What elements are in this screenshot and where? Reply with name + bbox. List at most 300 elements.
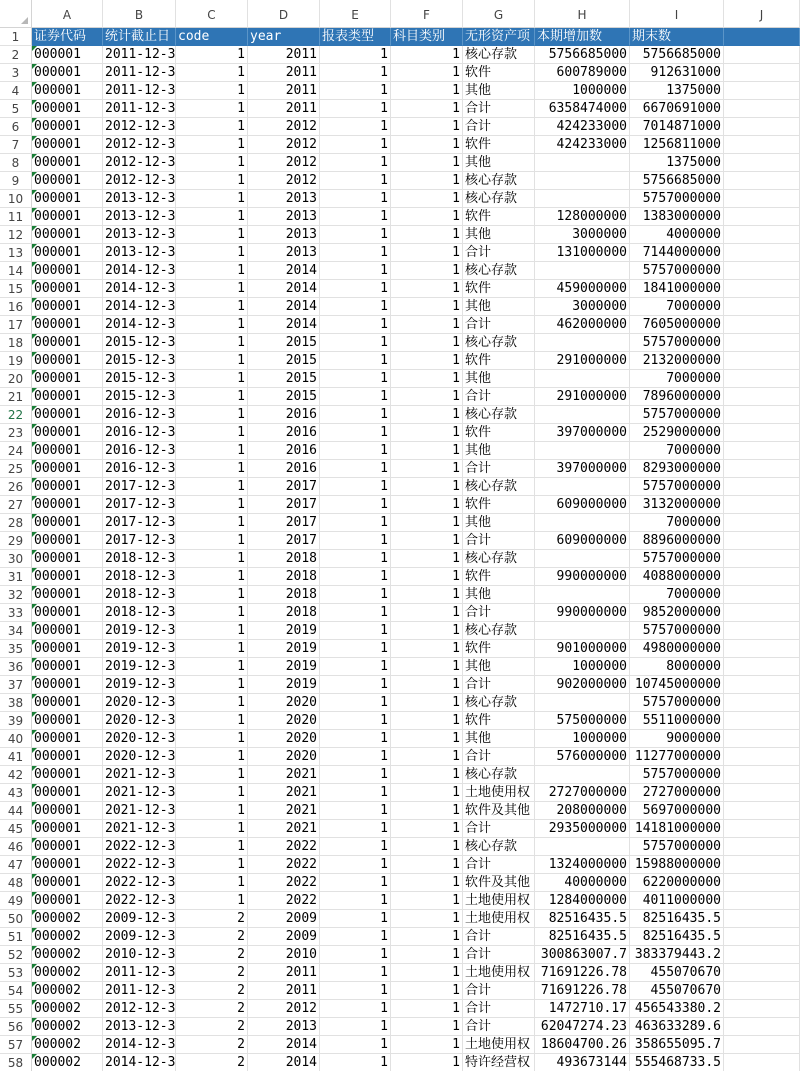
cell[interactable]: 1 [176, 118, 248, 136]
cell[interactable]: 1 [176, 388, 248, 406]
cell[interactable]: 000002 [32, 1036, 103, 1054]
cell[interactable]: 1 [391, 532, 463, 550]
cell[interactable]: 1 [176, 172, 248, 190]
cell[interactable]: 1 [391, 190, 463, 208]
cell[interactable]: 000001 [32, 262, 103, 280]
cell[interactable]: 2015 [248, 370, 320, 388]
column-header-f[interactable]: F [391, 0, 463, 28]
cell[interactable]: 000002 [32, 964, 103, 982]
row-header[interactable]: 28 [0, 514, 32, 532]
cell[interactable]: 其他 [463, 226, 535, 244]
cell[interactable] [724, 514, 800, 532]
cell[interactable]: 2014 [248, 1036, 320, 1054]
row-header[interactable]: 42 [0, 766, 32, 784]
header-cell[interactable]: 证券代码 [32, 28, 103, 46]
cell[interactable]: 397000000 [535, 424, 630, 442]
row-header[interactable]: 7 [0, 136, 32, 154]
cell[interactable]: 5511000000 [630, 712, 724, 730]
cell[interactable]: 000002 [32, 1054, 103, 1071]
cell[interactable]: 8000000 [630, 658, 724, 676]
cell[interactable]: 7605000000 [630, 316, 724, 334]
cell[interactable]: 5757000000 [630, 406, 724, 424]
cell[interactable]: 1 [391, 388, 463, 406]
cell[interactable]: 1 [391, 784, 463, 802]
row-header[interactable]: 23 [0, 424, 32, 442]
cell[interactable]: 核心存款 [463, 838, 535, 856]
cell[interactable]: 82516435.5 [535, 910, 630, 928]
cell[interactable]: 2014 [248, 280, 320, 298]
cell[interactable]: 5757000000 [630, 622, 724, 640]
cell[interactable]: 000001 [32, 100, 103, 118]
cell[interactable] [724, 856, 800, 874]
cell[interactable]: 核心存款 [463, 406, 535, 424]
cell[interactable]: 455070670 [630, 964, 724, 982]
cell[interactable]: 000001 [32, 856, 103, 874]
cell[interactable]: 核心存款 [463, 694, 535, 712]
cell[interactable]: 456543380.2 [630, 1000, 724, 1018]
cell[interactable] [724, 712, 800, 730]
header-cell[interactable]: 无形资产项 [463, 28, 535, 46]
cell[interactable]: 000001 [32, 712, 103, 730]
cell[interactable]: 2016-12-3 [105, 443, 176, 458]
row-header[interactable]: 18 [0, 334, 32, 352]
cell[interactable]: 1 [176, 856, 248, 874]
cell[interactable] [724, 388, 800, 406]
cell[interactable]: 1 [391, 586, 463, 604]
cell[interactable]: 2013-12-3 [105, 191, 176, 206]
cell[interactable] [724, 460, 800, 478]
cell[interactable]: 2013 [248, 208, 320, 226]
cell[interactable]: 1 [176, 676, 248, 694]
cell[interactable] [724, 946, 800, 964]
cell[interactable]: 2019 [248, 622, 320, 640]
cell[interactable]: 1 [320, 1054, 391, 1071]
cell[interactable]: 7000000 [630, 586, 724, 604]
cell[interactable] [724, 424, 800, 442]
cell[interactable]: 14181000000 [630, 820, 724, 838]
cell[interactable]: 1 [320, 1036, 391, 1054]
cell[interactable]: 2015 [248, 334, 320, 352]
cell[interactable]: 6220000000 [630, 874, 724, 892]
cell[interactable]: 2018 [248, 568, 320, 586]
cell[interactable]: 3000000 [535, 298, 630, 316]
cell[interactable]: 1 [176, 658, 248, 676]
row-header[interactable]: 24 [0, 442, 32, 460]
cell[interactable] [535, 766, 630, 784]
cell[interactable]: 609000000 [535, 532, 630, 550]
cell[interactable]: 1 [320, 946, 391, 964]
cell[interactable]: 2021-12-3 [105, 767, 176, 782]
row-header[interactable]: 5 [0, 100, 32, 118]
cell[interactable]: 2020 [248, 694, 320, 712]
cell[interactable]: 1 [320, 820, 391, 838]
column-header-a[interactable]: A [32, 0, 103, 28]
cell[interactable]: 1 [320, 640, 391, 658]
cell[interactable]: 1 [391, 352, 463, 370]
cell[interactable]: 000002 [32, 982, 103, 1000]
cell[interactable]: 2 [176, 964, 248, 982]
cell[interactable]: 2022 [248, 874, 320, 892]
row-header[interactable]: 10 [0, 190, 32, 208]
cell[interactable] [724, 442, 800, 460]
cell[interactable]: 1 [176, 550, 248, 568]
cell[interactable]: 9852000000 [630, 604, 724, 622]
cell[interactable]: 2011-12-3 [105, 101, 176, 116]
cell[interactable]: 1 [176, 820, 248, 838]
cell[interactable]: 2021 [248, 766, 320, 784]
cell[interactable] [724, 676, 800, 694]
cell[interactable]: 1 [176, 316, 248, 334]
cell[interactable]: 000002 [32, 928, 103, 946]
cell[interactable]: 1 [176, 604, 248, 622]
cell[interactable]: 1 [176, 892, 248, 910]
cell[interactable]: 576000000 [535, 748, 630, 766]
cell[interactable]: 1 [391, 298, 463, 316]
cell[interactable]: 1 [176, 730, 248, 748]
cell[interactable]: 2011 [248, 964, 320, 982]
row-header[interactable]: 39 [0, 712, 32, 730]
cell[interactable]: 2 [176, 928, 248, 946]
cell[interactable]: 2018-12-3 [105, 587, 176, 602]
cell[interactable] [535, 514, 630, 532]
cell[interactable]: 2020 [248, 730, 320, 748]
cell[interactable]: 1 [391, 82, 463, 100]
cell[interactable]: 其他 [463, 82, 535, 100]
cell[interactable]: 3132000000 [630, 496, 724, 514]
cell[interactable]: 1 [176, 838, 248, 856]
cell[interactable]: 1 [176, 712, 248, 730]
cell[interactable]: 000001 [32, 694, 103, 712]
cell[interactable]: 2 [176, 1000, 248, 1018]
row-header[interactable]: 8 [0, 154, 32, 172]
cell[interactable]: 000001 [32, 226, 103, 244]
cell[interactable] [724, 334, 800, 352]
cell[interactable]: 2022-12-3 [105, 893, 176, 908]
cell[interactable]: 1 [320, 910, 391, 928]
cell[interactable]: 1284000000 [535, 892, 630, 910]
column-header-h[interactable]: H [535, 0, 630, 28]
cell[interactable]: 2014 [248, 298, 320, 316]
cell[interactable]: 7000000 [630, 370, 724, 388]
cell[interactable]: 2019 [248, 676, 320, 694]
cell[interactable]: 000001 [32, 46, 103, 64]
row-header[interactable]: 47 [0, 856, 32, 874]
cell[interactable] [724, 766, 800, 784]
cell[interactable]: 000001 [32, 532, 103, 550]
cell[interactable]: 000001 [32, 730, 103, 748]
cell[interactable]: 2012 [248, 118, 320, 136]
cell[interactable]: 1 [320, 460, 391, 478]
row-header[interactable]: 9 [0, 172, 32, 190]
cell[interactable]: 1 [391, 46, 463, 64]
cell[interactable] [535, 172, 630, 190]
cell[interactable]: 1 [176, 784, 248, 802]
cell[interactable]: 2014 [248, 316, 320, 334]
cell[interactable]: 2013 [248, 244, 320, 262]
cell[interactable]: 2014-12-3 [105, 299, 176, 314]
cell[interactable]: 2 [176, 946, 248, 964]
row-header[interactable]: 40 [0, 730, 32, 748]
cell[interactable]: 核心存款 [463, 334, 535, 352]
cell[interactable]: 2011-12-3 [105, 83, 176, 98]
cell[interactable]: 1 [320, 550, 391, 568]
cell[interactable]: 1 [320, 838, 391, 856]
cell[interactable] [724, 100, 800, 118]
cell[interactable]: 1 [320, 532, 391, 550]
cell[interactable]: 1375000 [630, 154, 724, 172]
cell[interactable]: 1 [176, 82, 248, 100]
cell[interactable] [724, 964, 800, 982]
cell[interactable] [724, 1018, 800, 1036]
cell[interactable]: 1 [391, 640, 463, 658]
cell[interactable]: 1 [391, 136, 463, 154]
cell[interactable]: 291000000 [535, 388, 630, 406]
cell[interactable] [724, 46, 800, 64]
cell[interactable]: 土地使用权 [463, 910, 535, 928]
cell[interactable]: 2021-12-3 [105, 803, 176, 818]
cell[interactable]: 1 [176, 154, 248, 172]
cell[interactable]: 000001 [32, 424, 103, 442]
cell[interactable]: 1 [320, 496, 391, 514]
cell[interactable]: 合计 [463, 100, 535, 118]
cell[interactable]: 7000000 [630, 298, 724, 316]
cell[interactable]: 2015-12-3 [105, 353, 176, 368]
cell[interactable]: 1 [391, 838, 463, 856]
cell[interactable]: 1 [391, 982, 463, 1000]
cell[interactable]: 1383000000 [630, 208, 724, 226]
cell[interactable]: 1 [320, 874, 391, 892]
cell[interactable]: 1 [391, 460, 463, 478]
cell[interactable] [724, 496, 800, 514]
cell[interactable] [724, 586, 800, 604]
cell[interactable]: 1 [391, 118, 463, 136]
cell[interactable]: 1 [176, 190, 248, 208]
cell[interactable]: 6358474000 [535, 100, 630, 118]
cell[interactable]: 2016 [248, 424, 320, 442]
cell[interactable]: 1 [320, 568, 391, 586]
cell[interactable]: 2014-12-3 [105, 1037, 176, 1052]
cell[interactable]: 000001 [32, 370, 103, 388]
row-header[interactable]: 20 [0, 370, 32, 388]
cell[interactable]: 208000000 [535, 802, 630, 820]
row-header[interactable]: 27 [0, 496, 32, 514]
cell[interactable]: 1375000 [630, 82, 724, 100]
cell[interactable]: 1 [391, 478, 463, 496]
cell[interactable]: 2 [176, 1036, 248, 1054]
cell[interactable]: 1 [320, 100, 391, 118]
row-header[interactable]: 4 [0, 82, 32, 100]
cell[interactable]: 1472710.17 [535, 1000, 630, 1018]
cell[interactable]: 493673144 [535, 1054, 630, 1071]
cell[interactable]: 1 [391, 946, 463, 964]
cell[interactable]: 1 [391, 1000, 463, 1018]
cell[interactable]: 1 [391, 676, 463, 694]
cell[interactable]: 1 [320, 46, 391, 64]
column-header-d[interactable]: D [248, 0, 320, 28]
cell[interactable] [724, 280, 800, 298]
cell[interactable]: 2020-12-3 [105, 695, 176, 710]
row-header[interactable]: 57 [0, 1036, 32, 1054]
cell[interactable]: 2022 [248, 892, 320, 910]
cell[interactable] [724, 352, 800, 370]
row-header[interactable]: 35 [0, 640, 32, 658]
cell[interactable]: 2013 [248, 226, 320, 244]
cell[interactable]: 358655095.7 [630, 1036, 724, 1054]
cell[interactable]: 82516435.5 [535, 928, 630, 946]
cell[interactable]: 000001 [32, 406, 103, 424]
cell[interactable]: 000001 [32, 136, 103, 154]
cell[interactable]: 912631000 [630, 64, 724, 82]
cell[interactable]: 1 [320, 226, 391, 244]
cell[interactable]: 000001 [32, 874, 103, 892]
header-cell[interactable]: 报表类型 [320, 28, 391, 46]
cell[interactable]: 397000000 [535, 460, 630, 478]
cell[interactable]: 1 [391, 100, 463, 118]
cell[interactable]: 软件 [463, 136, 535, 154]
column-header-g[interactable]: G [463, 0, 535, 28]
cell[interactable]: 1 [320, 478, 391, 496]
cell[interactable]: 2017-12-3 [105, 533, 176, 548]
cell[interactable]: 合计 [463, 982, 535, 1000]
cell[interactable]: 7000000 [630, 442, 724, 460]
cell[interactable] [724, 118, 800, 136]
cell[interactable]: 1 [320, 622, 391, 640]
column-header-i[interactable]: I [630, 0, 724, 28]
row-header[interactable]: 25 [0, 460, 32, 478]
cell[interactable]: 合计 [463, 1000, 535, 1018]
cell[interactable]: 1 [176, 442, 248, 460]
row-header[interactable]: 22 [0, 406, 32, 424]
cell[interactable]: 2021-12-3 [105, 785, 176, 800]
cell[interactable]: 1 [320, 244, 391, 262]
header-cell[interactable]: year [248, 28, 320, 46]
cell[interactable]: 1 [391, 712, 463, 730]
cell[interactable] [724, 568, 800, 586]
cell[interactable]: 82516435.5 [630, 928, 724, 946]
cell[interactable]: 7896000000 [630, 388, 724, 406]
cell[interactable]: 5757000000 [630, 190, 724, 208]
cell[interactable]: 1 [391, 892, 463, 910]
cell[interactable]: 2017-12-3 [105, 497, 176, 512]
cell[interactable]: 000001 [32, 802, 103, 820]
cell[interactable]: 其他 [463, 370, 535, 388]
column-header-j[interactable]: J [724, 0, 800, 28]
cell[interactable]: 核心存款 [463, 478, 535, 496]
cell[interactable]: 000001 [32, 604, 103, 622]
cell[interactable]: 1 [391, 424, 463, 442]
cell[interactable]: 2017 [248, 532, 320, 550]
cell[interactable] [535, 478, 630, 496]
cell[interactable]: 1 [391, 856, 463, 874]
cell[interactable]: 核心存款 [463, 190, 535, 208]
cell[interactable]: 1 [391, 172, 463, 190]
cell[interactable]: 463633289.6 [630, 1018, 724, 1036]
cell[interactable]: 核心存款 [463, 46, 535, 64]
cell[interactable] [724, 730, 800, 748]
cell[interactable]: 2009-12-3 [105, 929, 176, 944]
cell[interactable]: 合计 [463, 244, 535, 262]
cell[interactable]: 1 [320, 586, 391, 604]
cell[interactable]: 2017-12-3 [105, 479, 176, 494]
cell[interactable]: 软件 [463, 352, 535, 370]
cell[interactable]: 000001 [32, 82, 103, 100]
cell[interactable]: 2016-12-3 [105, 407, 176, 422]
row-header[interactable]: 2 [0, 46, 32, 64]
cell[interactable]: 1 [320, 370, 391, 388]
cell[interactable]: 901000000 [535, 640, 630, 658]
cell[interactable]: 1 [176, 244, 248, 262]
cell[interactable] [535, 406, 630, 424]
row-header[interactable]: 50 [0, 910, 32, 928]
row-header[interactable]: 53 [0, 964, 32, 982]
cell[interactable]: 2018 [248, 604, 320, 622]
cell[interactable]: 2010 [248, 946, 320, 964]
cell[interactable]: 2 [176, 910, 248, 928]
cell[interactable]: 000002 [32, 910, 103, 928]
cell[interactable]: 000001 [32, 118, 103, 136]
row-header[interactable]: 33 [0, 604, 32, 622]
row-header[interactable]: 54 [0, 982, 32, 1000]
cell[interactable]: 4000000 [630, 226, 724, 244]
cell[interactable]: 000001 [32, 784, 103, 802]
row-header[interactable]: 37 [0, 676, 32, 694]
cell[interactable]: 000001 [32, 550, 103, 568]
cell[interactable]: 1 [391, 658, 463, 676]
cell[interactable]: 5757000000 [630, 262, 724, 280]
cell[interactable]: 合计 [463, 676, 535, 694]
row-header[interactable]: 38 [0, 694, 32, 712]
cell[interactable]: 000001 [32, 640, 103, 658]
cell[interactable]: 18604700.26 [535, 1036, 630, 1054]
cell[interactable]: 1 [320, 964, 391, 982]
cell[interactable]: 000001 [32, 154, 103, 172]
cell[interactable] [724, 838, 800, 856]
cell[interactable]: 1 [391, 964, 463, 982]
cell[interactable]: 2018-12-3 [105, 605, 176, 620]
cell[interactable]: 1 [320, 190, 391, 208]
cell[interactable]: 软件 [463, 424, 535, 442]
cell[interactable] [724, 550, 800, 568]
cell[interactable]: 1 [176, 100, 248, 118]
cell[interactable]: 2011 [248, 982, 320, 1000]
cell[interactable]: 5757000000 [630, 334, 724, 352]
cell[interactable] [724, 604, 800, 622]
row-header[interactable]: 58 [0, 1054, 32, 1071]
cell[interactable]: 1 [320, 784, 391, 802]
cell[interactable]: 2019 [248, 658, 320, 676]
cell[interactable] [535, 190, 630, 208]
cell[interactable]: 合计 [463, 820, 535, 838]
cell[interactable]: 1 [320, 442, 391, 460]
cell[interactable] [724, 820, 800, 838]
cell[interactable]: 1 [320, 604, 391, 622]
cell[interactable]: 2022-12-3 [105, 839, 176, 854]
row-header[interactable]: 13 [0, 244, 32, 262]
cell[interactable]: 000001 [32, 748, 103, 766]
cell[interactable]: 10745000000 [630, 676, 724, 694]
cell[interactable]: 1 [320, 136, 391, 154]
cell[interactable]: 1841000000 [630, 280, 724, 298]
cell[interactable]: 1 [391, 802, 463, 820]
cell[interactable]: 软件 [463, 280, 535, 298]
cell[interactable]: 软件 [463, 640, 535, 658]
row-header[interactable]: 32 [0, 586, 32, 604]
cell[interactable]: 2 [176, 1054, 248, 1071]
cell[interactable]: 2013 [248, 1018, 320, 1036]
cell[interactable]: 2022-12-3 [105, 875, 176, 890]
cell[interactable]: 合计 [463, 118, 535, 136]
cell[interactable] [535, 622, 630, 640]
